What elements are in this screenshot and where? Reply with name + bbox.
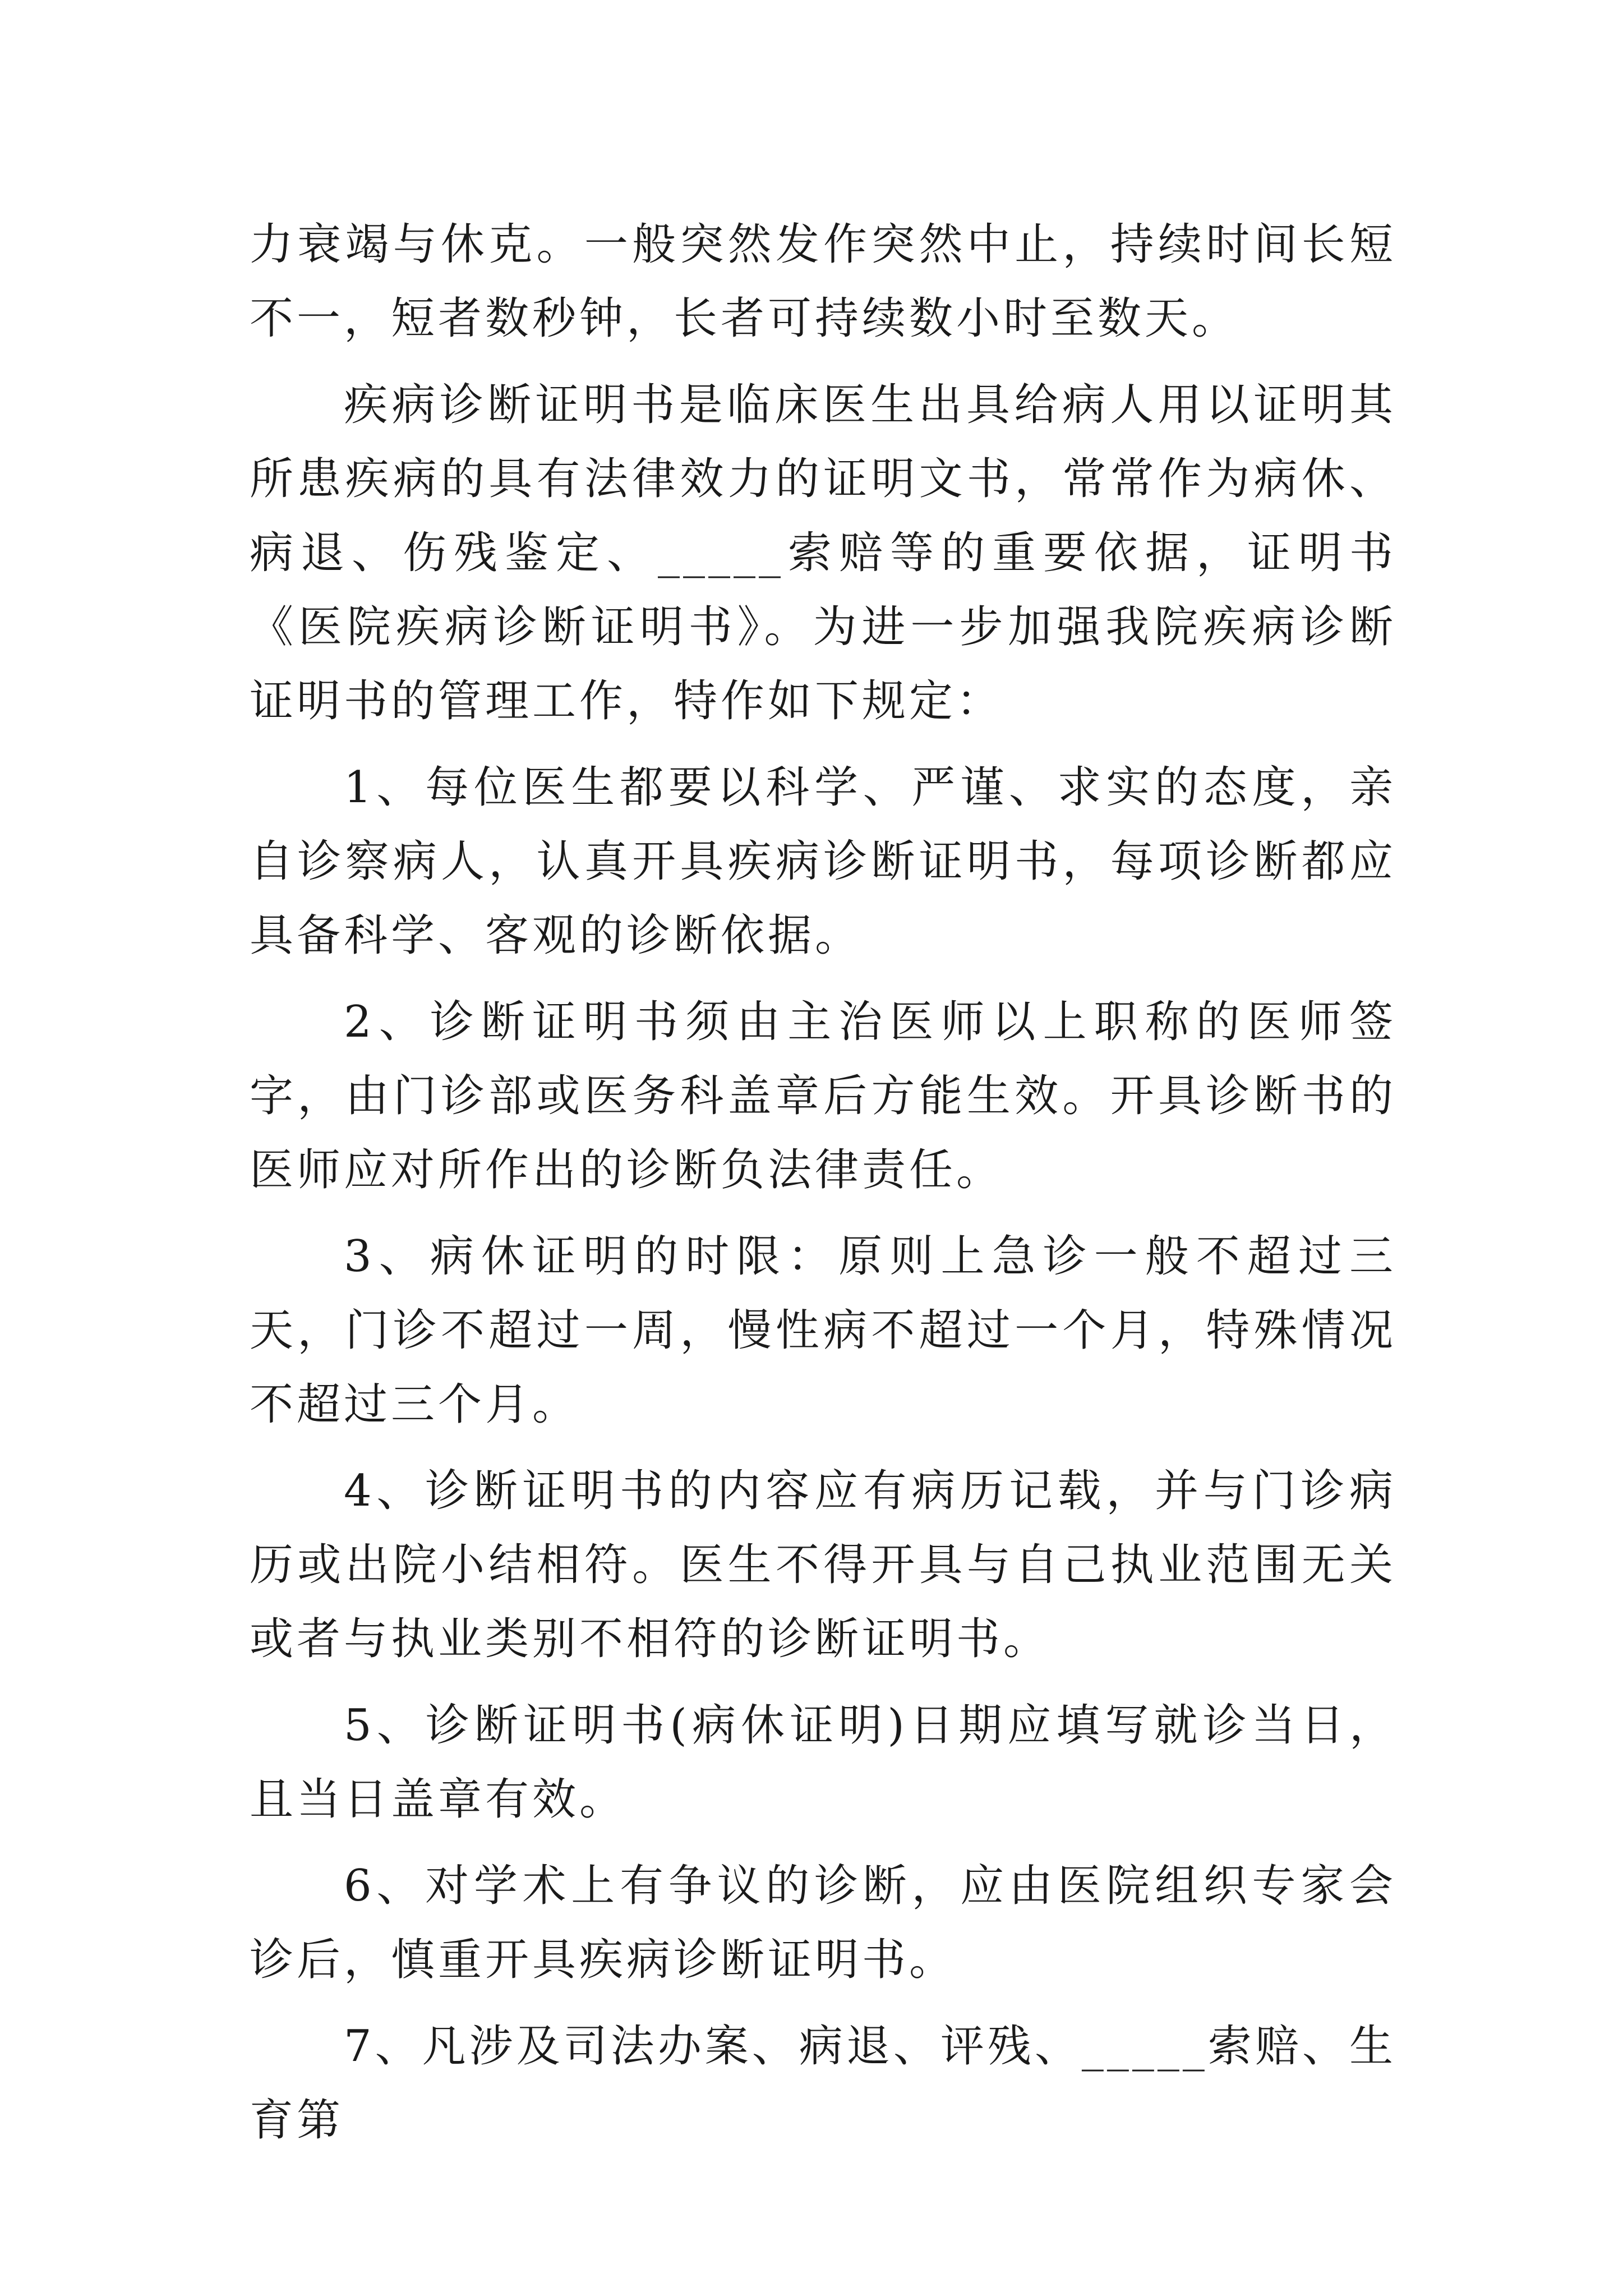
document-page [250,208,1396,2170]
paragraph-rule-3: 3、病休证明的时限：原则上急诊一般不超过三天，门诊不超过一周，慢性病不超过一个月，特殊情况不超过三个月。 [250,1231,1396,1430]
paragraph-rule-1: 1、每位医生都要以科学、严谨、求实的态度，亲自诊察病人，认真开具疾病诊断证明书，每项诊断都应具备科学、客观的诊断依据。 [250,762,1396,961]
paragraph-rule-7: 7、凡涉及司法办案、病退、评残、_____索赔、生育第 [250,2021,1396,2146]
paragraph-rule-2: 2、诊断证明书须由主治医师以上职称的医师签字，由门诊部或医务科盖章后方能生效。开具诊断书的医师应对所作出的诊断负法律责任。 [250,997,1396,1195]
paragraph-rule-6: 6、对学术上有争议的诊断，应由医院组织专家会诊后，慎重开具疾病诊断证明书。 [250,1861,1396,1985]
paragraph-rule-4: 4、诊断证明书的内容应有病历记载，并与门诊病历或出院小结相符。医生不得开具与自己执业范围无关或者与执业类别不相符的诊断证明书。 [250,1466,1396,1664]
paragraph-rule-5: 5、诊断证明书(病休证明)日期应填写就诊当日，且当日盖章有效。 [250,1700,1396,1825]
paragraph-intro: 疾病诊断证明书是临床医生出具给病人用以证明其所患疾病的具有法律效力的证明文书，常常作为病休、病退、伤残鉴定、_____索赔等的重要依据，证明书《医院疾病诊断证明书》。为进一步加强我院疾病诊断证明书的管理工作，特作如下规定： [250,380,1396,726]
paragraph-continuation: 力衰竭与休克。一般突然发作突然中止，持续时间长短不一，短者数秒钟，长者可持续数小时至数天。 [250,219,1396,344]
